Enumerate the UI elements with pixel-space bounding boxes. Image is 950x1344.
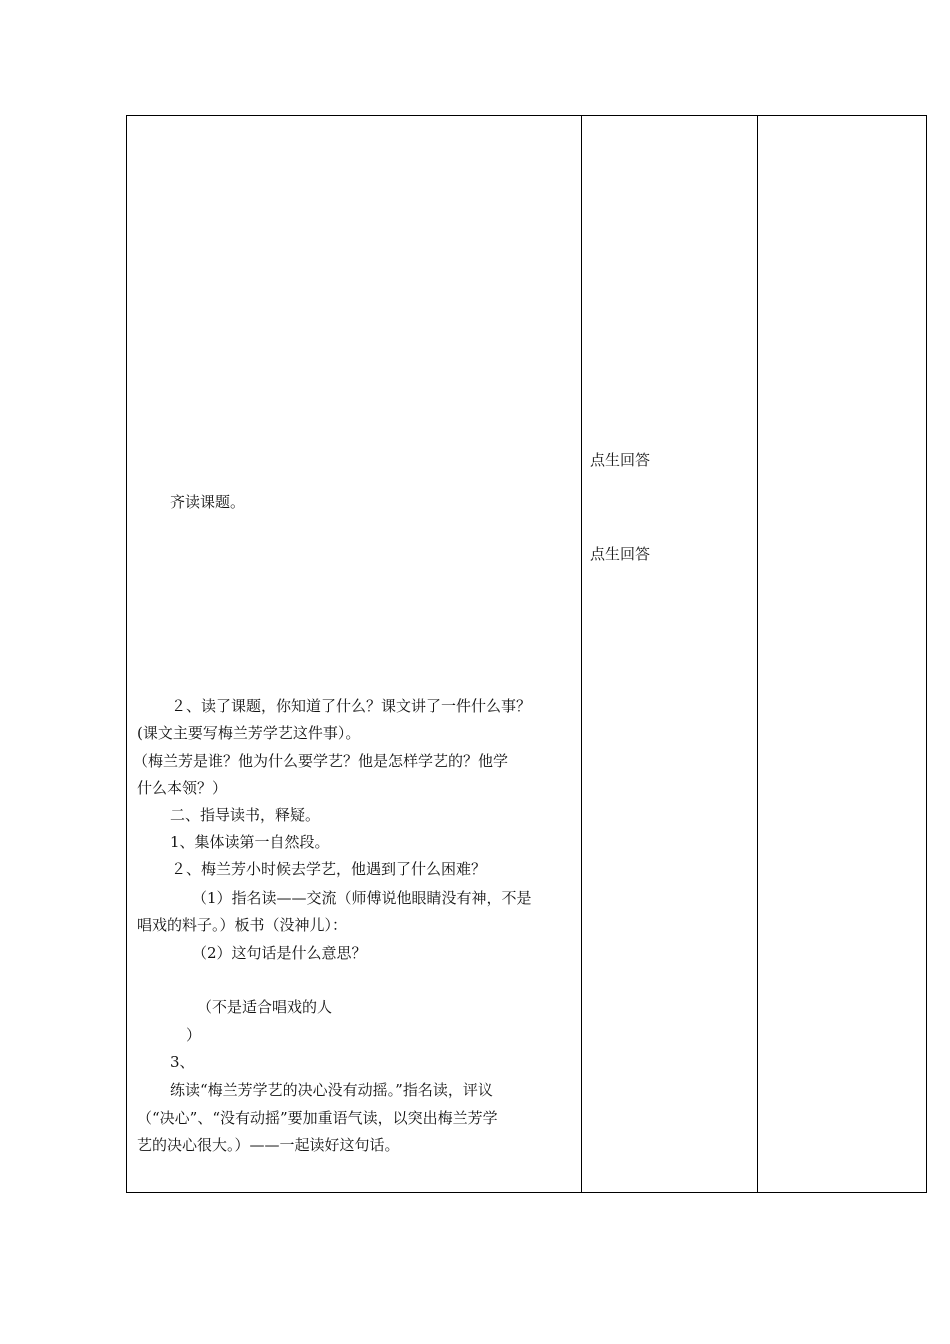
student-answer-2: 点生回答	[590, 545, 651, 563]
student-answer-1: 点生回答	[590, 451, 651, 469]
step-3-label: 3、	[170, 1053, 195, 1071]
section-2-heading: 二、指导读书，释疑。	[170, 806, 321, 824]
step-3-line1: 练读“梅兰芳学艺的决心没有动摇。”指名读，评议	[170, 1081, 493, 1099]
question-2-line3: （梅兰芳是谁？他为什么要学艺？他是怎样学艺的？他学	[133, 752, 509, 770]
step-2a-line1: （1）指名读——交流（师傅说他眼睛没有神，不是	[192, 889, 532, 907]
step-2c-line1: （不是适合唱戏的人	[197, 998, 333, 1016]
column-divider-1	[581, 116, 582, 1192]
question-2-line4: 什么本领？）	[137, 779, 228, 797]
step-3-line2: （“决心”、“没有动摇”要加重语气读，以突出梅兰芳学	[137, 1109, 498, 1127]
title-read-text: 齐读课题。	[170, 493, 246, 511]
step-2-text: ２、梅兰芳小时候去学艺，他遇到了什么困难？	[171, 860, 487, 878]
step-3-line3: 艺的决心很大。）——一起读好这句话。	[137, 1136, 400, 1154]
step-2c-line2: ）	[186, 1026, 202, 1044]
column-divider-2	[757, 116, 758, 1192]
question-2-line1: ２、读了课题，你知道了什么？课文讲了一件什么事？	[171, 697, 532, 715]
question-2-line2: (课文主要写梅兰芳学艺这件事）。	[137, 724, 361, 742]
step-2b-text: （2）这句话是什么意思？	[192, 944, 367, 962]
step-2a-line2: 唱戏的料子。）板书（没神儿）：	[137, 916, 348, 934]
lesson-plan-table	[126, 115, 927, 1193]
step-1-text: 1、集体读第一自然段。	[170, 833, 330, 851]
